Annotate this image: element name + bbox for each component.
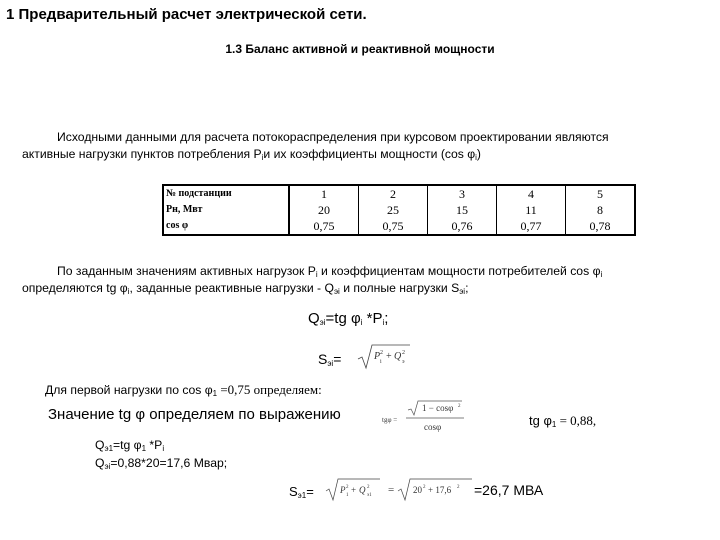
- s1-equals: =: [306, 484, 314, 499]
- svg-text:1 − cosφ: 1 − cosφ: [422, 403, 454, 413]
- svg-text:P: P: [340, 485, 346, 495]
- table-cell: 0,76: [428, 218, 497, 235]
- q-semicolon: ;: [384, 310, 389, 327]
- page-title: 1 Предварительный расчет электрической сети.: [6, 6, 367, 23]
- svg-text:+ 17,6: + 17,6: [428, 485, 452, 495]
- svg-text:Q: Q: [359, 485, 366, 495]
- tg-expression-line: Значение tg φ определяем по выражению: [48, 406, 341, 423]
- tg-result: [529, 413, 596, 429]
- para2-text-a: определяются tg φ: [22, 281, 128, 295]
- para-text-a: По заданным значениям активных нагрузок P: [57, 264, 316, 278]
- s1-calculation-image: [324, 476, 474, 506]
- table-cell: 0,78: [566, 218, 636, 235]
- q1v-symbol: Q: [95, 456, 105, 470]
- para2-sub-b: эi: [333, 287, 340, 296]
- intro-text-b: и их коэффициенты мощности (cos φ: [263, 147, 476, 161]
- s-equals: =: [333, 351, 342, 367]
- table-cell: 20: [289, 202, 359, 218]
- svg-text:2: 2: [458, 404, 461, 409]
- svg-text:+: +: [351, 485, 357, 495]
- intro-sub-a: i: [261, 153, 264, 162]
- q1-sub: э1: [104, 444, 114, 453]
- q1v-value: =0,88*20=17,6 Мвар;: [110, 456, 228, 470]
- row-label: № подстанции: [163, 185, 289, 202]
- table-cell: 0,75: [289, 218, 359, 235]
- intro-line-2: [22, 147, 481, 162]
- section-subtitle: 1.3 Баланс активной и реактивной мощности: [225, 42, 495, 56]
- tg-result-sub: 1: [551, 420, 557, 429]
- q1-symbol: Q: [95, 438, 105, 452]
- svg-text:2: 2: [380, 350, 383, 356]
- first-load-text: Для первой нагрузки по cos φ: [45, 383, 213, 397]
- first-load-line: [45, 382, 322, 398]
- load-data-table: [162, 184, 636, 236]
- svg-text:cosφ: cosφ: [424, 422, 442, 432]
- table-row: [163, 202, 635, 218]
- table-cell: 25: [359, 202, 428, 218]
- svg-text:э: э: [402, 359, 405, 365]
- para-sub-a: i: [315, 270, 318, 279]
- q-times-p: *P: [362, 310, 383, 327]
- s1-formula-label: [289, 484, 314, 500]
- q-sub: эi: [319, 318, 326, 327]
- q-p-sub: i: [382, 318, 385, 327]
- table-cell: 0,75: [359, 218, 428, 235]
- s-sub: эi: [327, 359, 334, 368]
- svg-text:2: 2: [346, 485, 349, 490]
- svg-text:20: 20: [413, 485, 422, 495]
- q1-formula-line: [95, 438, 164, 453]
- table-cell: 0,77: [497, 218, 566, 235]
- table-cell: 4: [497, 185, 566, 202]
- s1-sub: э1: [297, 491, 307, 500]
- table-row: [163, 185, 635, 202]
- table-cell: 1: [289, 185, 359, 202]
- tg-result-symbol: tg φ: [529, 413, 552, 428]
- s-formula-label: [318, 351, 341, 368]
- para-text-b: и коэффициентам мощности потребителей cos φ: [317, 264, 601, 278]
- para2-text-c: и полные нагрузки S: [339, 281, 460, 295]
- svg-text:tgφ =: tgφ =: [382, 416, 398, 424]
- intro-text-a: активные нагрузки пунктов потребления P: [22, 147, 262, 161]
- q1-tg-sub: 1: [141, 444, 147, 453]
- first-load-sub: 1: [212, 389, 218, 398]
- s-symbol: S: [318, 351, 328, 367]
- table-row: [163, 218, 635, 235]
- para-sub-b: i: [600, 270, 603, 279]
- svg-text:i: i: [380, 359, 382, 365]
- svg-text:1: 1: [346, 493, 349, 498]
- first-load-value: =0,75 определяем:: [217, 382, 322, 397]
- q1-tg: =tg φ: [113, 438, 142, 452]
- para2-text-b: , заданные реактивные нагрузки - Q: [129, 281, 334, 295]
- table-cell: 5: [566, 185, 636, 202]
- svg-text:Q: Q: [394, 351, 402, 362]
- q1-times-p: *P: [146, 438, 163, 452]
- q1-value-line: [95, 456, 227, 471]
- row-label: cos φ: [163, 218, 289, 235]
- intro-line-1: Исходными данными для расчета потокораспределения при курсовом проектировании являются: [57, 130, 609, 144]
- svg-text:э1: э1: [367, 493, 372, 498]
- q-tg: =tg φ: [325, 310, 361, 327]
- q1v-sub: эi: [104, 462, 111, 471]
- para2-sub-a: i: [127, 287, 130, 296]
- table-cell: 3: [428, 185, 497, 202]
- paragraph-line-1: [57, 264, 602, 279]
- svg-text:2: 2: [457, 485, 460, 490]
- table-cell: 15: [428, 202, 497, 218]
- paragraph-line-2: [22, 281, 468, 296]
- table-cell: 11: [497, 202, 566, 218]
- svg-text:2: 2: [402, 350, 405, 356]
- s1-result: =26,7 МВА: [474, 482, 544, 498]
- q1-p-sub: i: [162, 444, 165, 453]
- intro-text-c: ): [476, 147, 481, 161]
- svg-text:2: 2: [423, 485, 426, 490]
- intro-sub-b: i: [475, 153, 477, 162]
- tg-fraction-image: [380, 398, 480, 438]
- tg-result-value: = 0,88,: [556, 413, 597, 428]
- q-symbol: Q: [308, 310, 320, 327]
- table-cell: 2: [359, 185, 428, 202]
- q-formula: [308, 310, 388, 327]
- svg-text:P: P: [374, 351, 381, 362]
- s1-symbol: S: [289, 484, 298, 499]
- svg-text:+: +: [386, 351, 392, 362]
- row-label: Pн, Мвт: [163, 202, 289, 218]
- para2-text-d: ;: [465, 281, 469, 295]
- svg-text:=: =: [388, 484, 395, 496]
- q-tg-sub: i: [360, 318, 363, 327]
- svg-text:2: 2: [367, 485, 370, 490]
- table-cell: 8: [566, 202, 636, 218]
- sqrt-formula-image: [356, 342, 412, 372]
- para2-sub-c: эi: [459, 287, 466, 296]
